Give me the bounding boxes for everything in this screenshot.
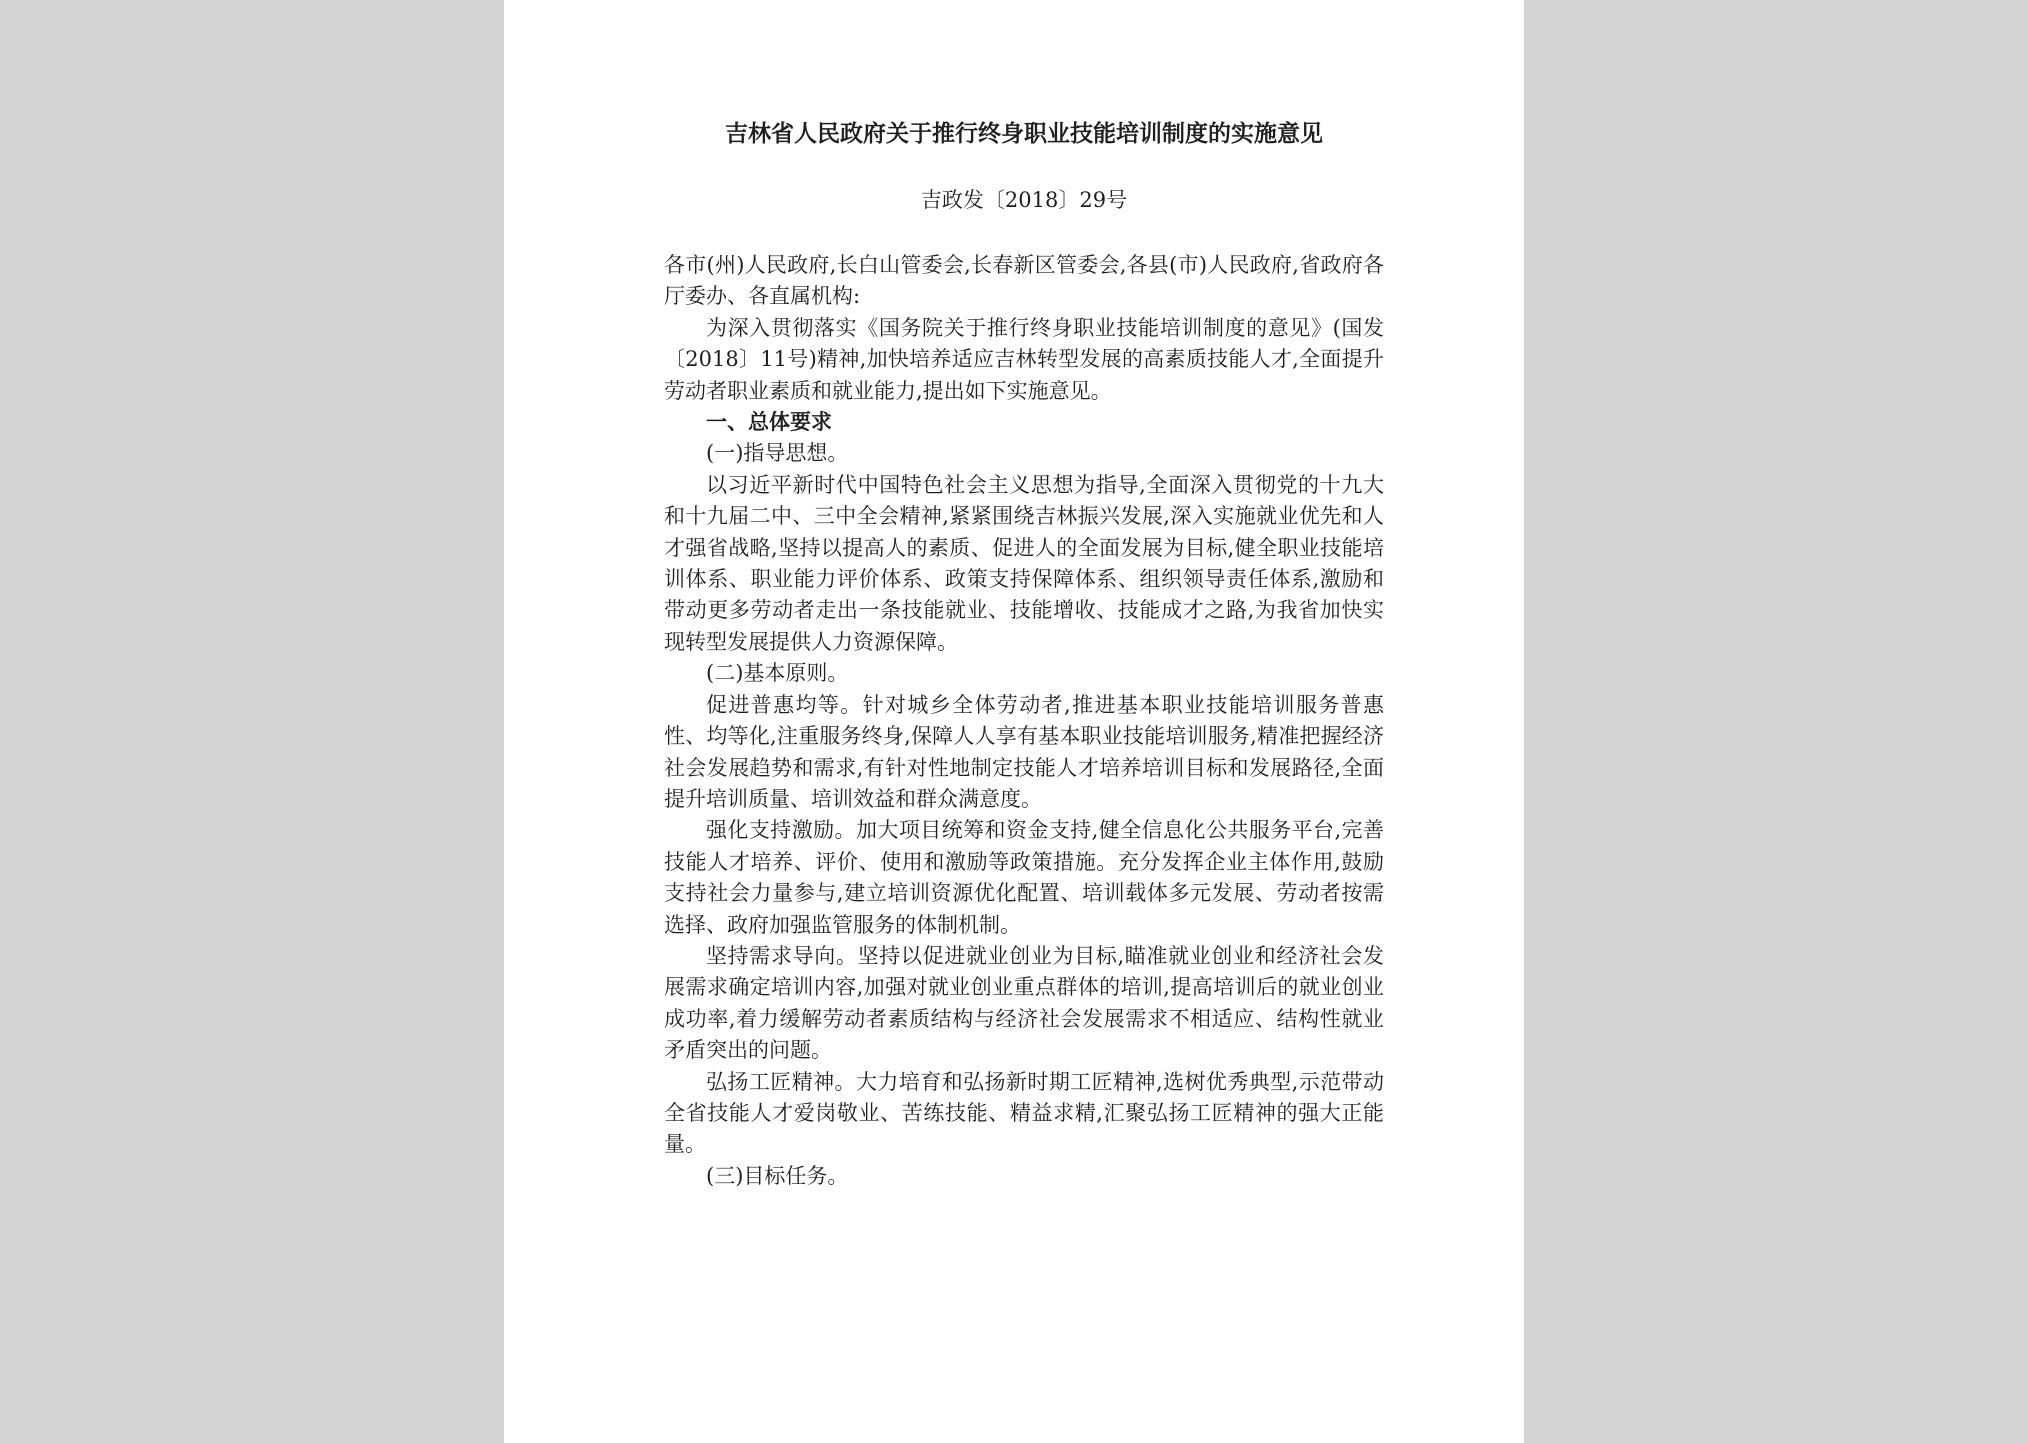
paragraph: (一)指导思想。 bbox=[706, 441, 849, 466]
paragraph: 促进普惠均等。针对城乡全体劳动者,推进基本职业技能培训服务普惠性、均等化,注重服务终身,保障人人享有基本职业技能培训服务,精准把握经济社会发展趋势和需求,有针对性地制定技能人才培养培训目标和发展路径,全面提升培训质量、培训效益和群众满意度。 bbox=[664, 692, 1384, 811]
document-body bbox=[664, 250, 1384, 1192]
paragraph: 强化支持激励。加大项目统筹和资金支持,健全信息化公共服务平台,完善技能人才培养、评价、使用和激励等政策措施。充分发挥企业主体作用,鼓励支持社会力量参与,建立培训资源优化配置、培训载体多元发展、劳动者按需选择、政府加强监管服务的体制机制。 bbox=[664, 818, 1384, 937]
paragraph: 弘扬工匠精神。大力培育和弘扬新时期工匠精神,选树优秀典型,示范带动全省技能人才爱岗敬业、苦练技能、精益求精,汇聚弘扬工匠精神的强大正能量。 bbox=[664, 1069, 1384, 1157]
paragraph: (二)基本原则。 bbox=[706, 661, 849, 686]
paragraph: (三)目标任务。 bbox=[706, 1163, 849, 1188]
document-title: 吉林省人民政府关于推行终身职业技能培训制度的实施意见 bbox=[725, 121, 1323, 147]
paragraph: 坚持需求导向。坚持以促进就业创业为目标,瞄准就业创业和经济社会发展需求确定培训内容,加强对就业创业重点群体的培训,提高培训后的就业创业成功率,着力缓解劳动者素质结构与经济社会发展需求不相适应、结构性就业矛盾突出的问题。 bbox=[664, 943, 1384, 1063]
document-content bbox=[664, 118, 1384, 1192]
paragraph: 以习近平新时代中国特色社会主义思想为指导,全面深入贯彻党的十九大和十九届二中、三中全会精神,紧紧围绕吉林振兴发展,深入实施就业优先和人才强省战略,坚持以提高人的素质、促进人的全面发展为目标,健全职业技能培训体系、职业能力评价体系、政策支持保障体系、组织领导责任体系,激励和带动更多劳动者走出一条技能就业、技能增收、技能成才之路,为我省加快实现转型发展提供人力资源保障。 bbox=[664, 472, 1384, 654]
section-heading: 一、总体要求 bbox=[706, 410, 832, 435]
document-number: 吉政发〔2018〕29号 bbox=[920, 188, 1128, 212]
paragraph: 为深入贯彻落实《国务院关于推行终身职业技能培训制度的意见》(国发〔2018〕11号)精神,加快培养适应吉林转型发展的高素质技能人才,全面提升劳动者职业素质和就业能力,提出如下实施意见。 bbox=[664, 315, 1384, 403]
document-page bbox=[504, 0, 1524, 1443]
paragraph: 各市(州)人民政府,长白山管委会,长春新区管委会,各县(市)人民政府,省政府各厅委办、各直属机构: bbox=[664, 253, 1384, 309]
